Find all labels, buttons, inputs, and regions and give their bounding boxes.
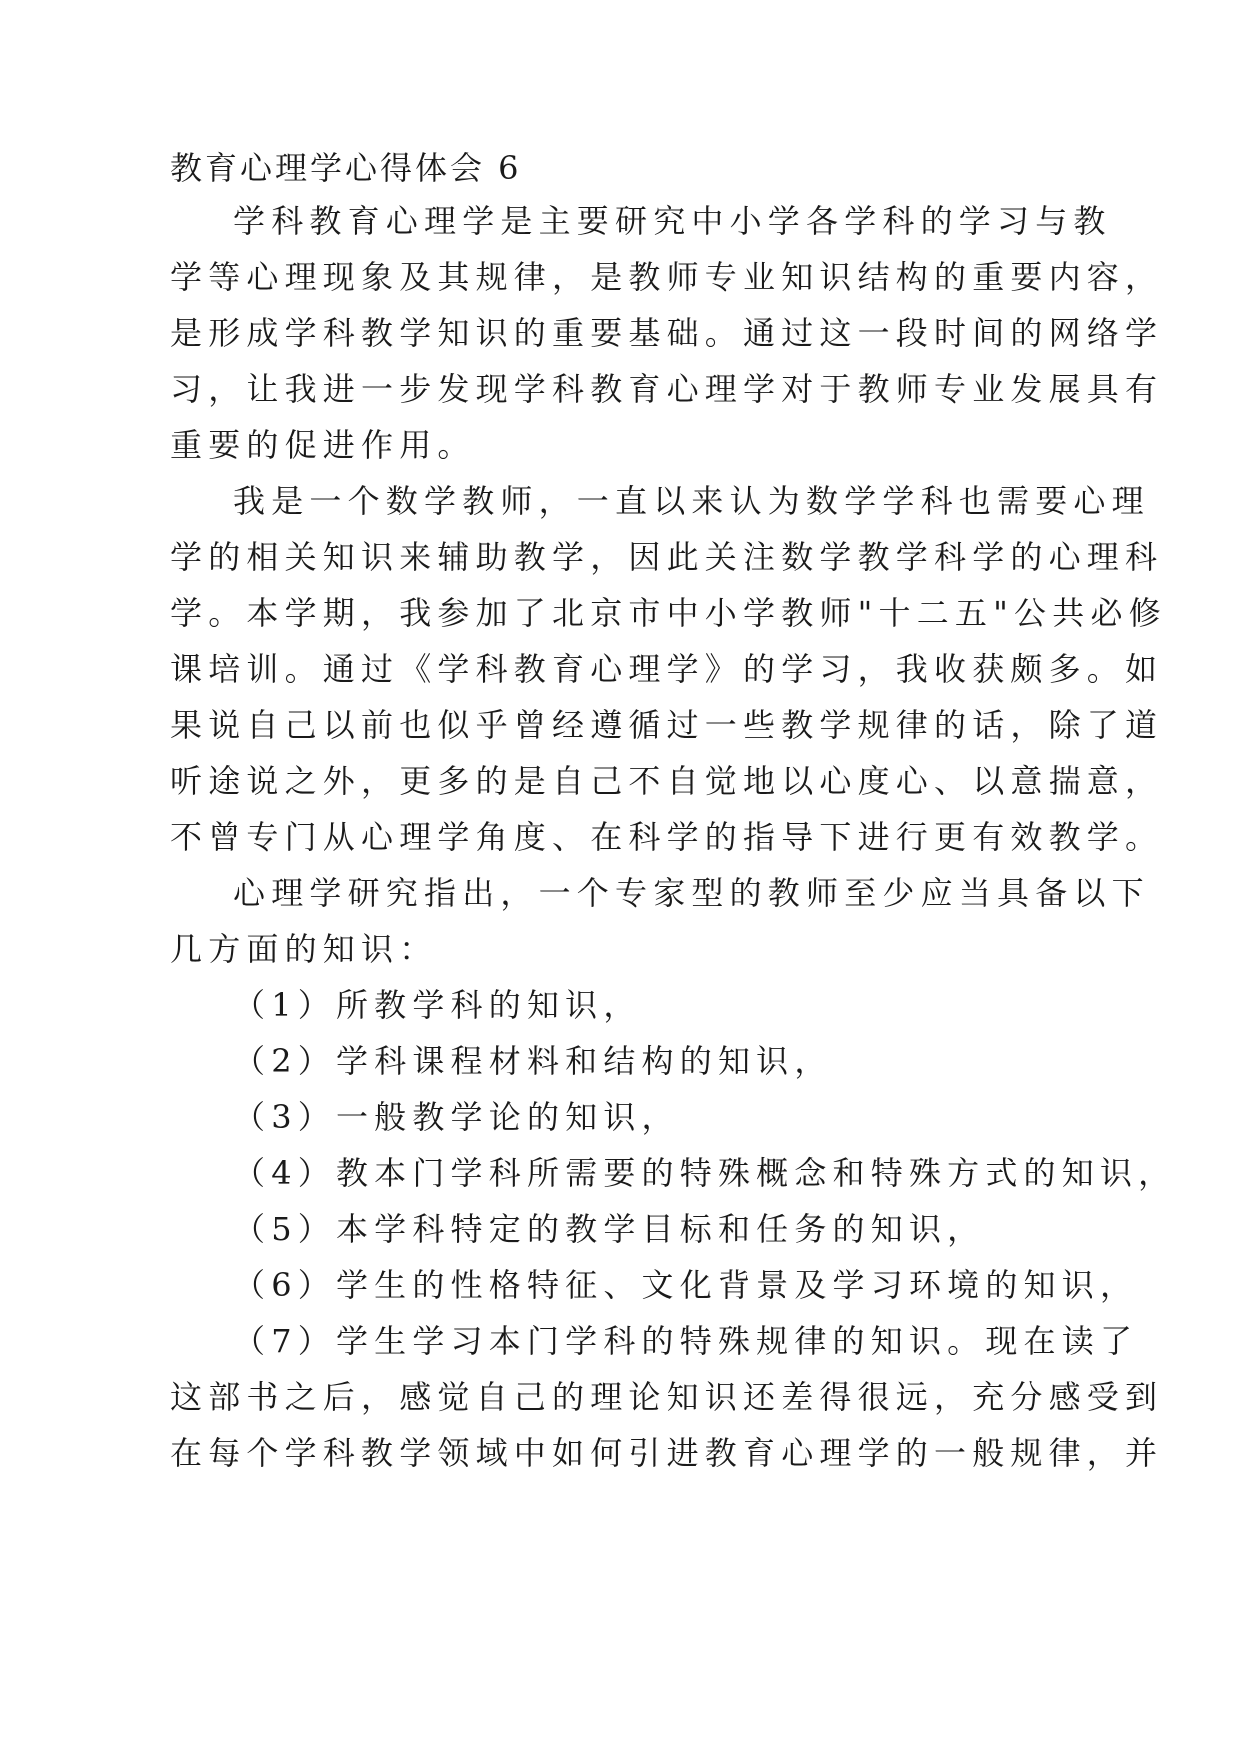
text-line: 不曾专门从心理学角度、在科学的指导下进行更有效教学。 [170,818,1164,856]
document-title: 教育心理学心得体会 6 [170,149,522,187]
list-item: （4）教本门学科所需要的特殊概念和特殊方式的知识， [233,1154,1177,1192]
list-item: （5）本学科特定的教学目标和任务的知识， [233,1210,986,1248]
text-line: 我是一个数学教师，一直以来认为数学学科也需要心理 [233,482,1150,520]
list-item: （2）学科课程材料和结构的知识， [233,1042,833,1080]
text-line: 在每个学科教学领域中如何引进教育心理学的一般规律，并 [170,1434,1164,1472]
text-line: 心理学研究指出，一个专家型的教师至少应当具备以下 [233,874,1150,912]
list-item: （6）学生的性格特征、文化背景及学习环境的知识， [233,1266,1139,1304]
text-line: 学科教育心理学是主要研究中小学各学科的学习与教 [233,202,1112,240]
list-item: （1）所教学科的知识， [233,986,642,1024]
text-line: 听途说之外，更多的是自己不自觉地以心度心、以意揣意， [170,762,1164,800]
list-item: （3）一般教学论的知识， [233,1098,680,1136]
text-line: 果说自己以前也似乎曾经遵循过一些教学规律的话，除了道 [170,706,1164,744]
list-item: （7）学生学习本门学科的特殊规律的知识。现在读了 [233,1322,1139,1360]
text-line: 几方面的知识： [170,930,438,968]
text-line: 这部书之后，感觉自己的理论知识还差得很远，充分感受到 [170,1378,1164,1416]
text-line: 是形成学科教学知识的重要基础。通过这一段时间的网络学 [170,314,1164,352]
text-line: 重要的促进作用。 [170,426,476,464]
text-line: 学的相关知识来辅助教学，因此关注数学教学科学的心理科 [170,538,1164,576]
text-line: 学等心理现象及其规律，是教师专业知识结构的重要内容， [170,258,1164,296]
text-line: 课培训。通过《学科教育心理学》的学习，我收获颇多。如 [170,650,1164,688]
text-line: 学。本学期，我参加了北京市中小学教师"十二五"公共必修 [170,594,1167,632]
text-line: 习，让我进一步发现学科教育心理学对于教师专业发展具有 [170,370,1164,408]
